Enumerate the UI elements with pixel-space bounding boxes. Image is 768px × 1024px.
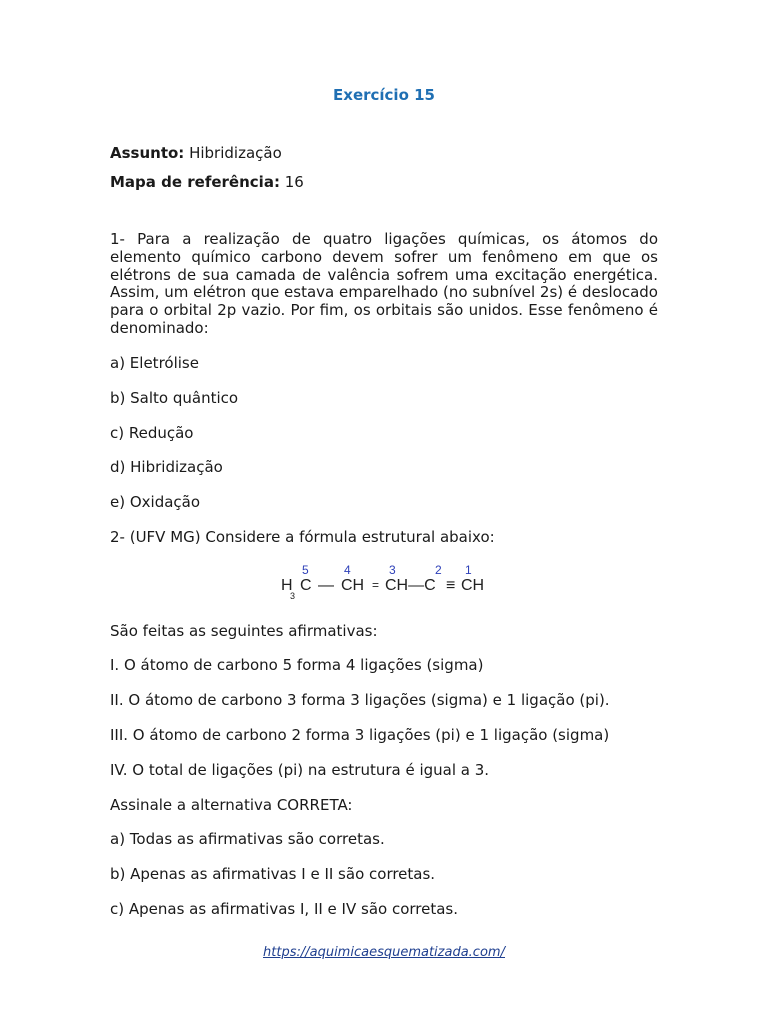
formula-ch4: CH: [341, 577, 365, 594]
statement-1: I. O átomo de carbono 5 forma 4 ligações (sigma): [110, 656, 484, 674]
statement-2: II. O átomo de carbono 3 forma 3 ligações (sigma) e 1 ligação (pi).: [110, 691, 610, 709]
formula-h: H: [281, 577, 293, 594]
carbon-number-4: 4: [344, 563, 351, 577]
question-1-text: 1- Para a realização de quatro ligações químicas, os átomos do elemento químico carbono devem sofrer um fenômeno em que os elétrons de sua camada de valência sofrem uma excitação energética. Assim, um elétron que estava emparelhado (no subnível 2s) é deslocado para o orbital 2p vazio. Por fim, os orbitais são unidos. Esse fenômeno é denominado:: [110, 230, 658, 337]
carbon-number-1: 1: [465, 563, 472, 577]
footer: [0, 945, 768, 960]
formula-ch1: CH: [461, 577, 485, 594]
formula-c5: C: [300, 577, 312, 594]
statement-4: IV. O total de ligações (pi) na estrutura é igual a 3.: [110, 761, 490, 779]
website-link[interactable]: https://aquimicaesquematizada.com/: [263, 945, 505, 960]
subject-line: [110, 144, 282, 162]
q1-option-d: d) Hibridização: [110, 458, 223, 476]
subject-label: Assunto:: [110, 144, 185, 162]
q2-option-b: b) Apenas as afirmativas I e II são corretas.: [110, 865, 436, 883]
reference-map-line: [110, 173, 304, 191]
formula-ch3-c2: CH—C: [385, 577, 436, 594]
q2-option-c: c) Apenas as afirmativas I, II e IV são corretas.: [110, 900, 459, 918]
formula-subscript: 3: [290, 591, 296, 601]
page-title: Exercício 15: [333, 86, 435, 104]
structural-formula: [278, 560, 498, 604]
reference-map-label: Mapa de referência:: [110, 173, 280, 191]
carbon-number-3: 3: [389, 563, 396, 577]
carbon-number-5: 5: [302, 563, 309, 577]
q1-option-b: b) Salto quântico: [110, 389, 239, 407]
carbon-number-2: 2: [435, 563, 442, 577]
q1-option-c: c) Redução: [110, 424, 194, 442]
formula-double-bond: =: [372, 578, 380, 592]
q2-prompt: Assinale a alternativa CORRETA:: [110, 796, 353, 814]
q1-option-e: e) Oxidação: [110, 493, 201, 511]
q1-option-a: a) Eletrólise: [110, 354, 199, 372]
subject-value: Hibridização: [189, 144, 282, 162]
reference-map-value: 16: [284, 173, 304, 191]
q2-option-a: a) Todas as afirmativas são corretas.: [110, 830, 385, 848]
statements-intro: São feitas as seguintes afirmativas:: [110, 622, 378, 640]
statement-3: III. O átomo de carbono 2 forma 3 ligações (pi) e 1 ligação (sigma): [110, 726, 610, 744]
formula-triple-bond: ≡: [446, 577, 456, 594]
question-2-text: 2- (UFV MG) Considere a fórmula estrutural abaixo:: [110, 528, 495, 546]
formula-single-bond-1: —: [318, 577, 334, 594]
